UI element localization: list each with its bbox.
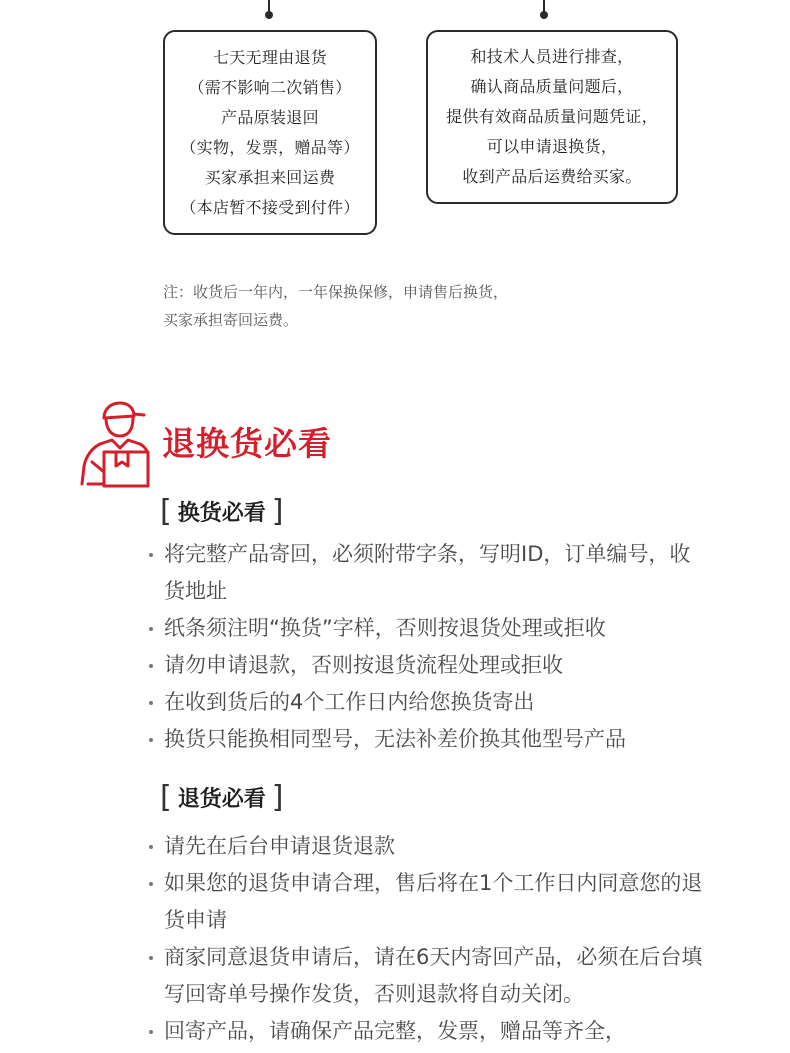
box-line: 收到产品后运费给买家。 [462, 167, 642, 186]
bullet-dot [149, 956, 153, 960]
list-item [146, 721, 706, 758]
exchange-rules-list [146, 536, 706, 758]
box-line: （实物，发票，赠品等） [180, 137, 360, 157]
box-line: （需不影响二次销售） [188, 77, 352, 97]
list-item [146, 865, 706, 939]
list-item-text: 请勿申请退款，否则按退货流程处理或拒收 [164, 653, 563, 677]
bullet-dot [149, 882, 153, 886]
list-item [146, 647, 706, 684]
box-line: 买家承担来回运费 [204, 167, 336, 187]
bullet-dot [149, 664, 153, 668]
note-line: 买家承担寄回运费。 [163, 311, 299, 329]
box-line: 和技术人员进行排查， [470, 47, 634, 66]
return-rules-list [146, 828, 706, 1050]
list-item-text: 如果您的退货申请合理，售后将在1个工作日内同意您的退货申请 [164, 871, 703, 932]
list-item [146, 684, 706, 721]
left-bracket: [ [160, 779, 172, 815]
list-item [146, 1013, 706, 1050]
section-title: 退换货必看 [162, 424, 332, 463]
box-line: （本店暂不接受到付件） [180, 197, 360, 217]
return-heading [160, 779, 284, 815]
box-line: 可以申请退换货， [486, 137, 618, 156]
quality-issue-box [426, 30, 678, 204]
bullet-dot [149, 701, 153, 705]
return-heading-label: 退货必看 [177, 787, 266, 812]
list-item-text: 换货只能换相同型号，无法补差价换其他型号产品 [164, 727, 626, 751]
left-bracket: [ [160, 493, 172, 529]
box-line: 确认商品质量问题后， [470, 77, 634, 96]
list-item-text: 将完整产品寄回，必须附带字条，写明ID，订单编号，收货地址 [164, 542, 691, 603]
box-line: 产品原装退回 [221, 107, 319, 127]
list-item-text: 纸条须注明“换货”字样，否则按退货处理或拒收 [164, 616, 606, 640]
list-item [146, 828, 706, 865]
warranty-note [163, 278, 508, 334]
note-line: 注：收货后一年内，一年保换保修，申请售后换货， [163, 283, 509, 301]
left-connector-dot [265, 11, 273, 19]
exchange-heading [160, 493, 284, 529]
right-bracket: ] [271, 493, 284, 529]
bullet-dot [149, 553, 153, 557]
delivery-person-with-box-icon [78, 400, 154, 492]
list-item [146, 939, 706, 1013]
bullet-dot [149, 627, 153, 631]
box-line: 提供有效商品质量问题凭证， [446, 107, 658, 126]
bullet-dot [149, 845, 153, 849]
bullet-dot [149, 1030, 153, 1034]
list-item-text: 在收到货后的4个工作日内给您换货寄出 [164, 690, 535, 714]
list-item-text: 回寄产品，请确保产品完整，发票，赠品等齐全， [164, 1019, 626, 1043]
exchange-heading-label: 换货必看 [177, 501, 266, 526]
no-reason-return-box [163, 30, 377, 235]
right-bracket: ] [271, 779, 284, 815]
list-item-text: 请先在后台申请退货退款 [164, 834, 395, 858]
list-item [146, 536, 706, 610]
right-connector-dot [540, 11, 548, 19]
list-item [146, 610, 706, 647]
bullet-dot [149, 738, 153, 742]
list-item-text: 商家同意退货申请后，请在6天内寄回产品，必须在后台填写回寄单号操作发货，否则退款将自动关闭。 [164, 945, 703, 1006]
box-line: 七天无理由退货 [212, 47, 328, 67]
